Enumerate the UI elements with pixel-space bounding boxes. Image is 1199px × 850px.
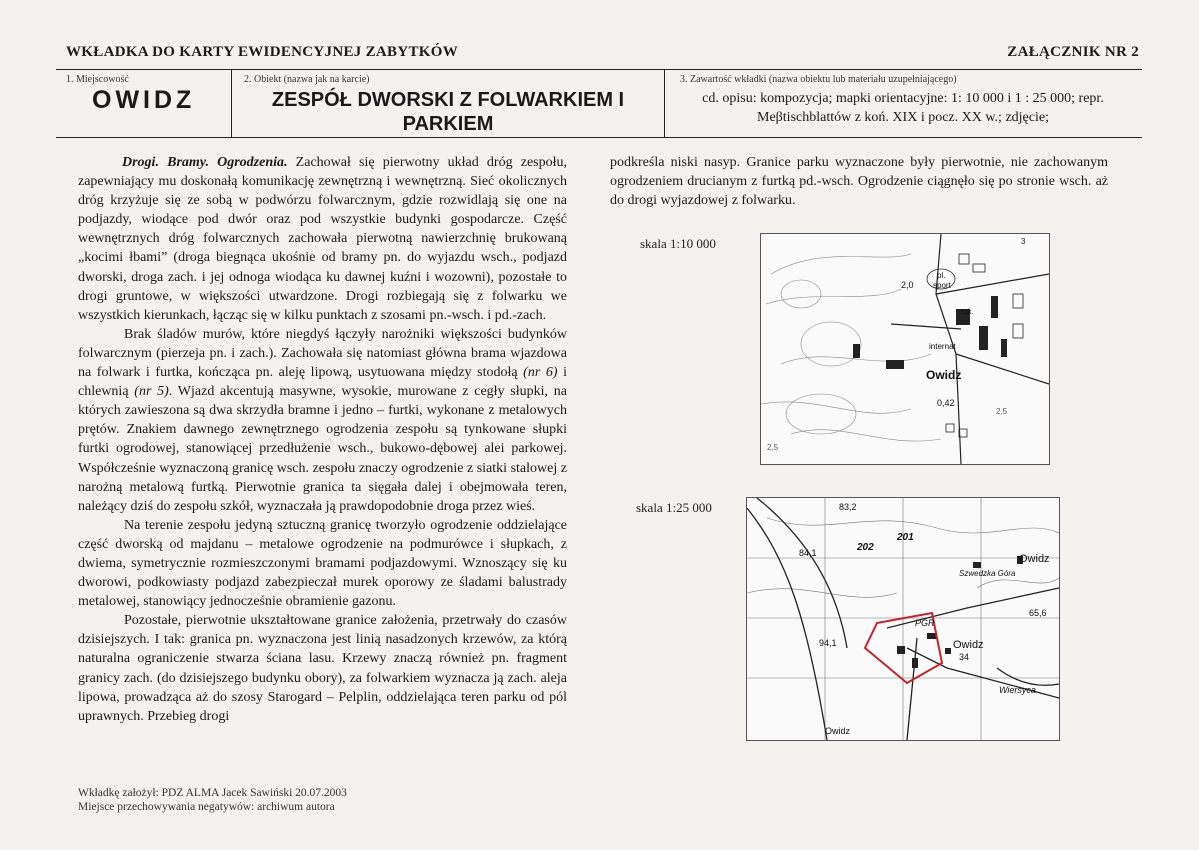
paragraph-text: . Wjazd akcentują masywne, wysokie, murowane z cegły słupki, na których zawieszona są dwa skrzydła bramne i jedno – furtki, wykonane z metalowych prętów. Znakiem dawnego zewnętrznego ogrodzenia zespołu są tynkowane słupki furtki ogrodowej, stanowiącej przedłużenie wsch., bukowo-dębowej alei parkowej. Współcześnie wyznaczoną granicę wsch. zespołu znaczy ogrodzenie z siatki stalowej z narożną metalową furtką. Pierwotnie granica ta sięgała dalej i obejmowała teren, należący dziś do zespołu szkół, wyznaczała ją prawdopodobnie droga przez wieś.: [78, 384, 567, 514]
paragraph-text: Brak śladów murów, które niegdyś łączyły narożniki większości budynków folwarcznym (pierzeja pn. i zach.). Zachowała się natomiast główna brama wjazdowa na folwark i furtka, kończąca pn. aleję lipową, usytuowana między stodołą: [78, 326, 567, 381]
map-1-10000: [760, 233, 1050, 465]
map2-elevation: 94,1: [819, 638, 837, 648]
map1-contour-label: 2,5: [767, 443, 779, 452]
building-ref: (nr 5): [134, 384, 169, 400]
map2-elevation: 201: [897, 532, 914, 543]
object-value: ZESPÓŁ DWORSKI Z FOLWARKIEM I PARKIEM: [271, 89, 625, 135]
building-ref: (nr 6): [523, 365, 558, 381]
map1-contour-label: 2,0: [901, 280, 914, 290]
contents-value: cd. opisu: kompozycja; mapki orientacyjne: 1: 10 000 i 1 : 25 000; repr. Meβtischblattów z koń. XIX i pocz. XX w.; zdjęcie;: [702, 91, 1104, 125]
paragraph-fences: Na terenie zespołu jedyną sztuczną granicę tworzyło ogrodzenie oddzielające część dworską od majdanu – metalowe ogrodzenie na podmurówce i słupkach, z dwiema, symetrycznie rozmieszczonymi bramami podjazdowymi. Wznoszący się ku dworowi, podkowiasty podjazd zabezpieczał murek oporowy ze śladami balustrady metalowej, stanowiący jednocześnie obramienie gazonu.: [78, 517, 567, 610]
map2-place-label: Owidz: [825, 726, 851, 736]
map2-place-label: Wiersyca: [999, 685, 1036, 695]
map1-label: pl.: [937, 271, 946, 280]
paragraph-roads: [78, 153, 567, 325]
map1-label: szk.: [961, 309, 974, 316]
map2-scale-label: skala 1:25 000: [636, 500, 712, 515]
paragraph-gates: [78, 325, 567, 516]
map1-label: 3: [1021, 237, 1026, 246]
object-label: 2. Obiekt (nazwa jak na karcie): [244, 74, 370, 85]
map2-elevation: 84,1: [799, 548, 817, 558]
paragraph-text: i chlewnią: [78, 365, 568, 400]
map1-label: internat: [929, 342, 956, 351]
document-title: WKŁADKA DO KARTY EWIDENCYJNEJ ZABYTKÓW: [66, 44, 459, 60]
map1-elevation: 0,42: [937, 398, 955, 408]
field-divider-1: [231, 69, 232, 137]
locality-label: 1. Miejscowość: [66, 74, 129, 85]
map2-place-label: Owidz: [1019, 553, 1050, 565]
map2-elevation: 65,6: [1029, 608, 1047, 618]
map2-elevation: 83,2: [839, 502, 857, 512]
paragraph-text: Zachował się pierwotny układ dróg zespołu, zapewniający mu doskonałą komunikację zewnętrzną i wewnętrzną. Sieć okolicznych dróg krzyżuje się ze sobą w podwórzu folwarcznym, gdzie rozwidlają się one na podjazdy, wiodące pod dwór oraz pod wszystkie budynki gospodarcze. Część wewnętrznych dróg folwarcznych zachowała pierwotną nawierzchnię brukowaną „kocimi łbami” (droga biegnąca ukośnie od bramy pn. do wyjazdu wsch., podjazd dworski, droga zach. i jej odnoga wiodąca ku dawnej kuźni i wozowni), pozostałe to drogi gruntowe, w większości utwardzone. Drogi rozbiegają się z folwarku we wszystkich kierunkach, łącząc się w kilku punktach z szosami pn.-wsch. i pd.-zach.: [78, 155, 567, 323]
map2-elevation: 34: [959, 652, 970, 662]
map2-label: PGR: [915, 618, 935, 628]
map2-drawing: [747, 498, 1059, 740]
map-1-25000: [746, 497, 1060, 741]
field-divider-2: [664, 69, 665, 137]
section-lead: Drogi. Bramy. Ogrodzenia.: [122, 155, 288, 170]
map1-drawing: [761, 234, 1049, 464]
description-right-column: [610, 153, 1108, 210]
locality-value: OWIDZ: [92, 86, 196, 114]
map2-place-label: Owidz: [953, 639, 984, 651]
map1-label: sport: [933, 281, 951, 290]
author-line: Wkładkę założył: PDZ ALMA Jacek Sawiński 20.07.2003: [78, 787, 347, 799]
footer: [78, 786, 347, 814]
paragraph-boundaries: Pozostałe, pierwotnie ukształtowane granice założenia, przetrwały do czasów dzisiejszych. I tak: granica pn. wyznaczona jest linią nasadzonych krzewów, za którą naturalna ograniczenie stwarza ściana lasu. Krzewy znaczą również pn. fragment granicy zach. (do dzisiejszego budynku obory), za folwarkiem wyznacza ją zach. aleja lipowa, prowadząca aż do szosy Starogard – Pelplin, oddzielająca teren parku od pól uprawnych. Przebieg drogi: [78, 613, 567, 724]
map1-contour-label: 2,5: [996, 407, 1008, 416]
contents-label: 3. Zawartość wkładki (nazwa obiektu lub materiału uzupełniającego): [680, 74, 957, 85]
map2-place-label: Szwedzka Góra: [959, 569, 1016, 578]
map1-place-label: Owidz: [926, 368, 962, 382]
negatives-location-line: Miejsce przechowywania negatywów: archiwum autora: [78, 801, 335, 813]
map1-scale-label: skala 1:10 000: [640, 236, 716, 251]
map2-elevation: 202: [857, 542, 874, 553]
paragraph-continuation: podkreśla niski nasyp. Granice parku wyznaczone były pierwotnie, nie zachowanym ogrodzeniem drucianym z furtką pd.-wsch. Ogrodzenie ciągnęło się po stronie wsch. aż do drogi wyjazdowej z folwarku.: [610, 155, 1108, 209]
bottom-rule: [56, 137, 1142, 138]
top-rule: [56, 69, 1142, 70]
attachment-number: ZAŁĄCZNIK NR 2: [1007, 44, 1139, 60]
description-left-column: [78, 153, 567, 726]
